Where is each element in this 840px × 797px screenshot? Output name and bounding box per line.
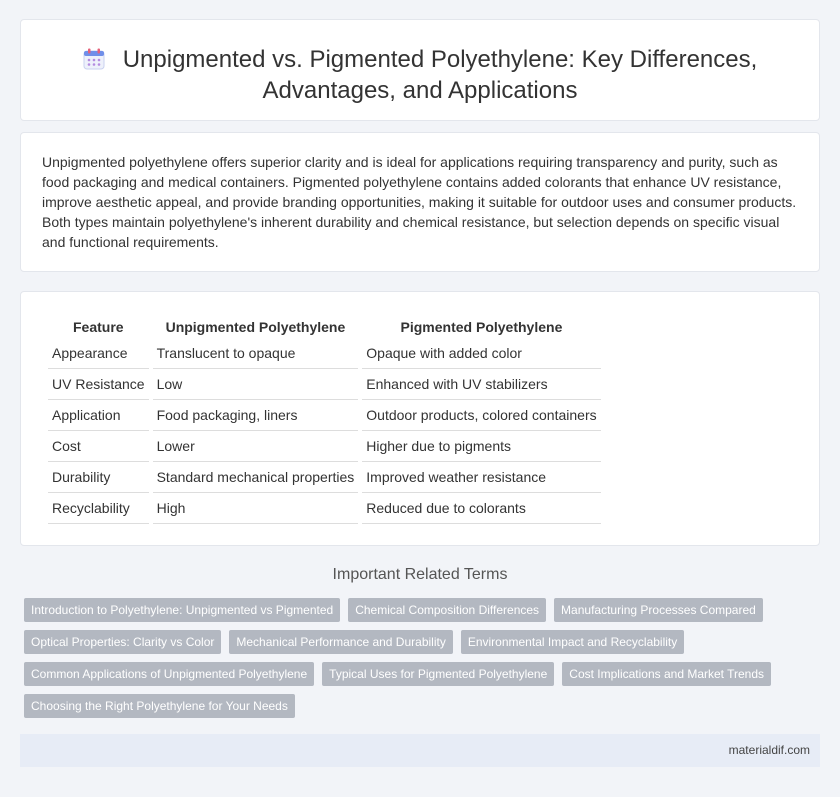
table-cell: Improved weather resistance <box>362 462 600 493</box>
table-header-cell: Pigmented Polyethylene <box>400 318 563 335</box>
table-row <box>48 369 601 400</box>
related-term-tag[interactable]: Environmental Impact and Recyclability <box>461 630 684 654</box>
table-row <box>48 431 601 462</box>
table-cell: Recyclability <box>48 493 149 524</box>
comparison-table-card <box>20 291 820 546</box>
comparison-table <box>44 313 605 524</box>
related-terms-heading: Important Related Terms <box>332 566 508 583</box>
table-cell: Enhanced with UV stabilizers <box>362 369 600 400</box>
table-cell: Low <box>153 369 359 400</box>
table-header-cell: Unpigmented Polyethylene <box>165 318 346 335</box>
table-row <box>48 493 601 524</box>
related-term-tag[interactable]: Common Applications of Unpigmented Polyethylene <box>24 662 314 686</box>
related-term-tag[interactable]: Introduction to Polyethylene: Unpigmented vs Pigmented <box>24 598 340 622</box>
table-cell: Higher due to pigments <box>362 431 600 462</box>
table-cell: UV Resistance <box>48 369 149 400</box>
related-term-tag[interactable]: Typical Uses for Pigmented Polyethylene <box>322 662 554 686</box>
related-term-tag[interactable]: Mechanical Performance and Durability <box>229 630 452 654</box>
table-cell: Opaque with added color <box>362 338 600 369</box>
table-cell: Food packaging, liners <box>153 400 359 431</box>
related-term-tag[interactable]: Optical Properties: Clarity vs Color <box>24 630 221 654</box>
related-term-tag[interactable]: Manufacturing Processes Compared <box>554 598 763 622</box>
intro-card <box>20 132 820 272</box>
intro-paragraph: Unpigmented polyethylene offers superior clarity and is ideal for applications requiring transparency and purity, such as food packaging and medical containers. Pigmented polyethylene contains added colorants that enhance UV resistance, improve aesthetic appeal, and provide branding opportunities, making it suitable for outdoor uses and consumer products. Both types maintain polyethylene's inherent durability and chemical resistance, but selection depends on specific visual and functional requirements. <box>42 154 797 250</box>
footer <box>20 734 820 767</box>
page-title <box>21 20 819 105</box>
table-cell: Cost <box>48 431 149 462</box>
page-title-text: Unpigmented vs. Pigmented Polyethylene: Key Differences, Advantages, and Applications <box>122 46 758 104</box>
table-row <box>48 462 601 493</box>
table-cell: Appearance <box>48 338 149 369</box>
related-term-tag[interactable]: Chemical Composition Differences <box>348 598 546 622</box>
header-card <box>20 19 820 121</box>
table-row <box>48 338 601 369</box>
table-cell: Standard mechanical properties <box>153 462 359 493</box>
calendar-icon <box>83 48 105 77</box>
footer-site-link[interactable]: materialdif.com <box>728 743 810 757</box>
table-cell: Application <box>48 400 149 431</box>
table-cell: Reduced due to colorants <box>362 493 600 524</box>
table-cell: Outdoor products, colored containers <box>362 400 600 431</box>
table-cell: Translucent to opaque <box>153 338 359 369</box>
table-header-row <box>48 313 601 338</box>
table-cell: Durability <box>48 462 149 493</box>
table-header-cell: Feature <box>73 318 124 335</box>
table-row <box>48 400 601 431</box>
related-term-tag[interactable]: Cost Implications and Market Trends <box>562 662 771 686</box>
related-term-tag[interactable]: Choosing the Right Polyethylene for Your Needs <box>24 694 295 718</box>
related-terms-list <box>24 598 794 718</box>
table-cell: Lower <box>153 431 359 462</box>
table-cell: High <box>153 493 359 524</box>
